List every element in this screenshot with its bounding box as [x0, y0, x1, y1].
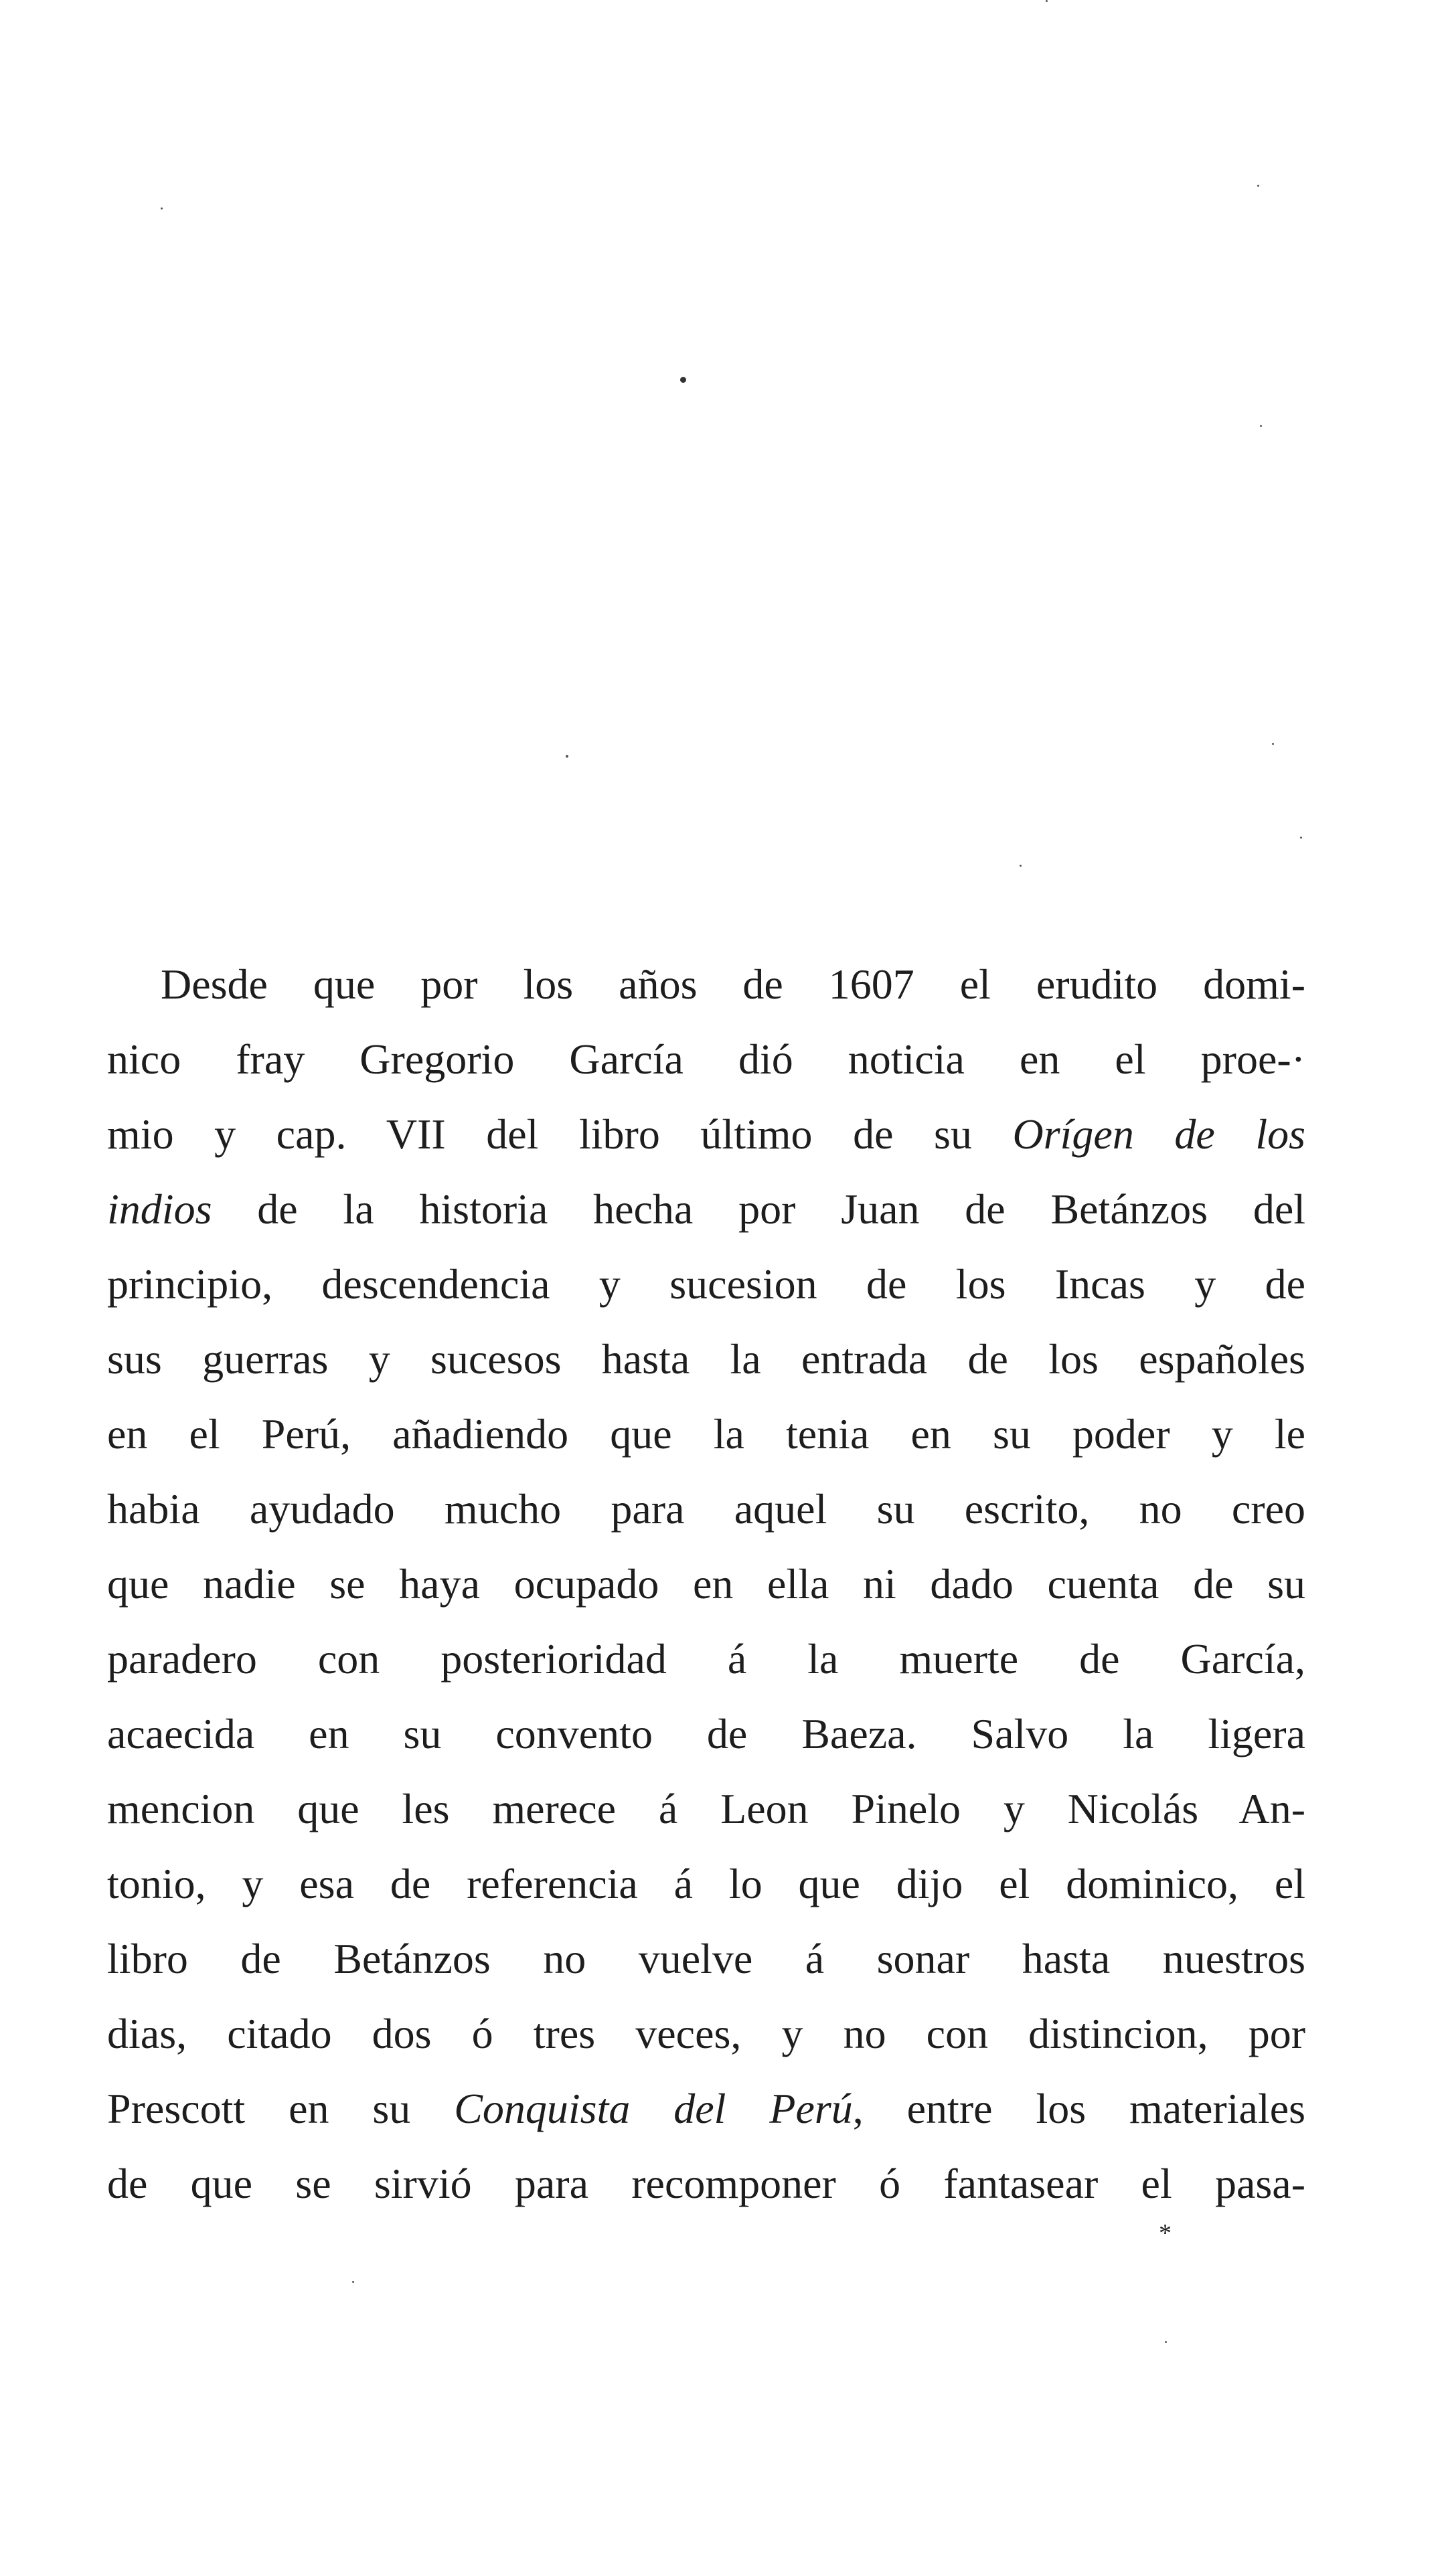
ink-speck [1020, 865, 1022, 867]
text-line: habia ayudado mucho para aquel su escrito, no creo [107, 1485, 1305, 1533]
ink-speck [1272, 743, 1274, 745]
ink-speck [1046, 0, 1048, 2]
ink-speck [1260, 425, 1262, 427]
text-line: sus guerras y sucesos hasta la entrada de los españoles [107, 1335, 1305, 1383]
text-line: Desde que por los años de 1607 el erudito domi- [161, 960, 1305, 1008]
text-segment: , entre los materiales [852, 2085, 1305, 2132]
text-line: que nadie se haya ocupado en ella ni dado cuenta de su [107, 1560, 1305, 1608]
text-line [107, 1172, 1305, 1247]
text-segment: Prescott en su [107, 2085, 455, 2132]
text-line: tonio, y esa de referencia á lo que dijo el dominico, el [107, 1860, 1305, 1907]
text-line: en el Perú, añadiendo que la tenia en su poder y le [107, 1410, 1305, 1458]
text-line: dias, citado dos ó tres veces, y no con distincion, por [107, 2010, 1305, 2057]
text-line: mencion que les merece á Leon Pinelo y Nicolás An- [107, 1785, 1305, 1832]
italic-title: Conquista del Perú [454, 2085, 853, 2132]
italic-title: indios [107, 1185, 212, 1233]
text-line: principio, descendencia y sucesion de los Incas y de [107, 1260, 1305, 1308]
italic-title: Orígen de los [1012, 1110, 1305, 1158]
text-line: paradero con posterioridad á la muerte de García, [107, 1635, 1305, 1683]
ink-speck [566, 755, 568, 758]
ink-speck [161, 207, 163, 209]
text-line: de que se sirvió para recomponer ó fantasear el pasa- [107, 2160, 1305, 2207]
body-paragraph [107, 947, 1305, 2221]
text-line [107, 2071, 1305, 2146]
text-line: acaecida en su convento de Baeza. Salvo la ligera [107, 1710, 1305, 1757]
text-line: nico fray Gregorio García dió noticia en el proe-· [107, 1035, 1305, 1083]
text-line: libro de Betánzos no vuelve á sonar hasta nuestros [107, 1935, 1305, 1982]
text-segment: de la historia hecha por Juan de Betánzos del [212, 1185, 1305, 1233]
ink-speck [1165, 2341, 1167, 2343]
ink-speck [680, 377, 686, 383]
ink-speck [1257, 185, 1259, 187]
text-segment: mio y cap. VII del libro último de su [107, 1110, 1013, 1158]
ink-speck [352, 2281, 354, 2283]
ink-speck [1300, 837, 1302, 839]
text-line [107, 1097, 1305, 1172]
asterisk-ornament: * [1159, 2219, 1172, 2247]
